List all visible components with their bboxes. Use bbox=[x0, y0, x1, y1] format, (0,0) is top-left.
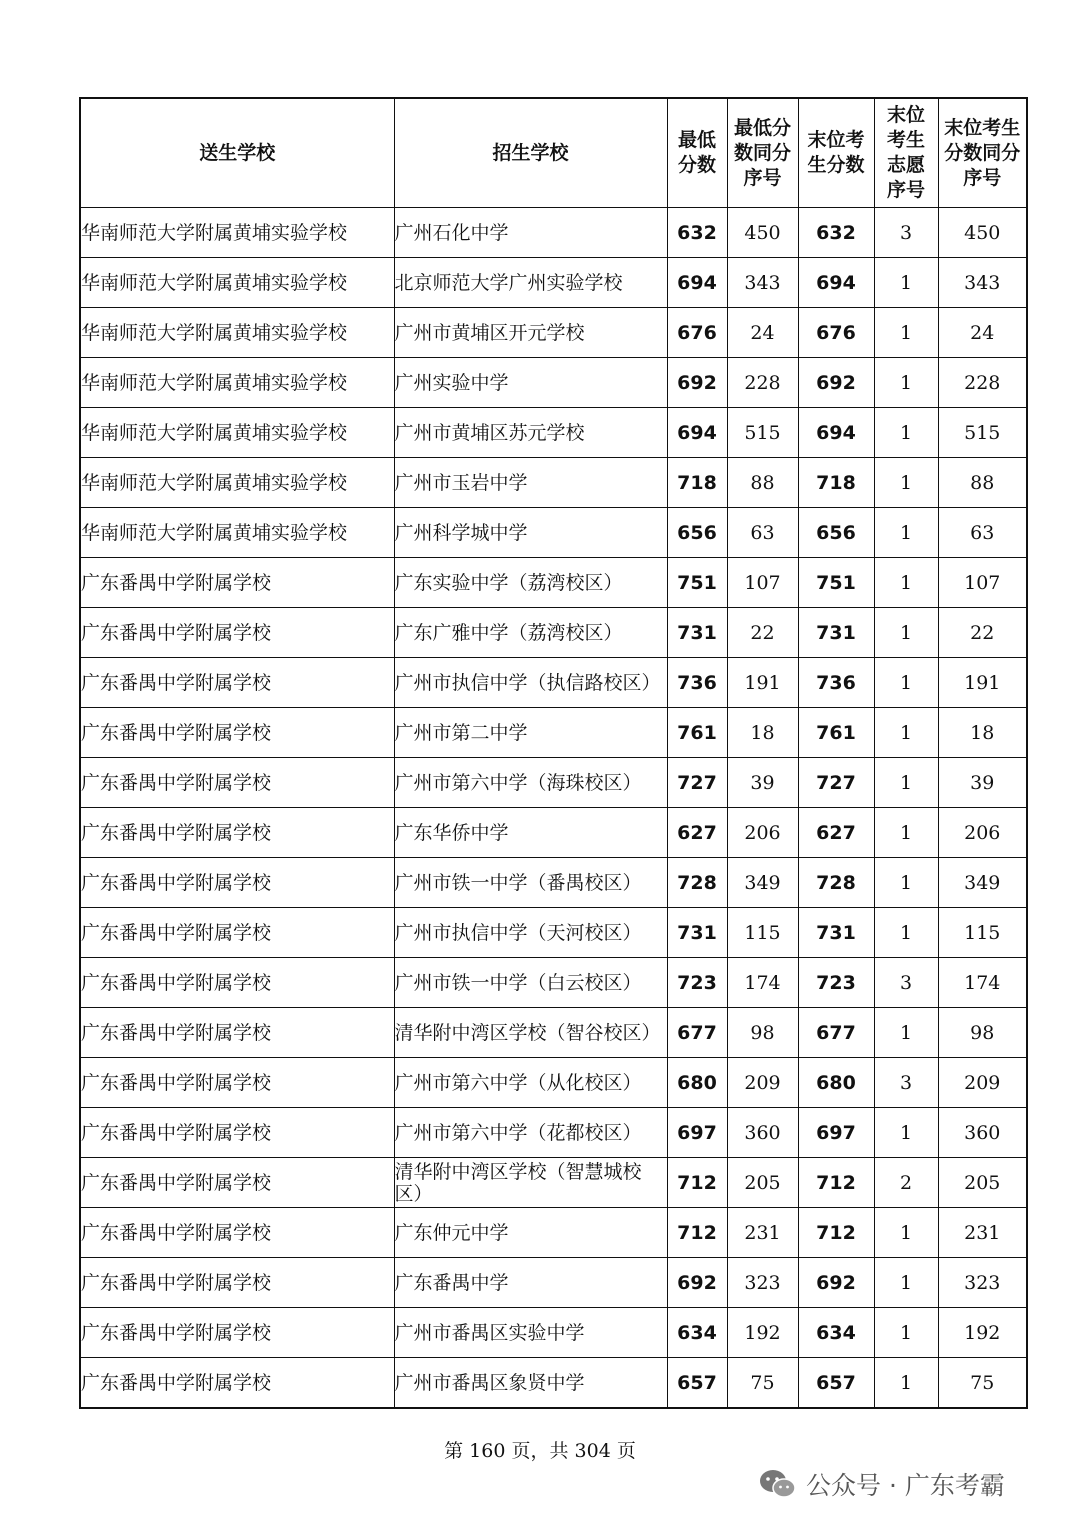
cell-last-score-rank: 98 bbox=[938, 1008, 1027, 1058]
cell-min-score-rank: 39 bbox=[727, 758, 798, 808]
cell-min-score-rank: 450 bbox=[727, 208, 798, 258]
cell-sending-school: 华南师范大学附属黄埔实验学校 bbox=[80, 508, 394, 558]
cell-min-score: 657 bbox=[667, 1358, 727, 1409]
cell-min-score-rank: 206 bbox=[727, 808, 798, 858]
cell-admitting-school: 广州市第六中学（海珠校区） bbox=[394, 758, 667, 808]
cell-sending-school: 华南师范大学附属黄埔实验学校 bbox=[80, 358, 394, 408]
cell-last-score-rank: 75 bbox=[938, 1358, 1027, 1409]
cell-last-score-rank: 192 bbox=[938, 1308, 1027, 1358]
header-last-choice-order: 末位 考生 志愿 序号 bbox=[874, 98, 938, 208]
admission-score-table bbox=[79, 97, 1028, 1409]
table-row bbox=[80, 1308, 1027, 1358]
cell-last-score: 712 bbox=[798, 1158, 874, 1208]
cell-min-score-rank: 209 bbox=[727, 1058, 798, 1108]
cell-last-score-rank: 39 bbox=[938, 758, 1027, 808]
cell-sending-school: 华南师范大学附属黄埔实验学校 bbox=[80, 408, 394, 458]
cell-last-choice-order: 1 bbox=[874, 1008, 938, 1058]
cell-admitting-school: 广州市番禺区象贤中学 bbox=[394, 1358, 667, 1409]
cell-min-score-rank: 24 bbox=[727, 308, 798, 358]
table-row bbox=[80, 858, 1027, 908]
cell-last-score: 718 bbox=[798, 458, 874, 508]
watermark-text: 公众号 · 广东考霸 bbox=[806, 1471, 1005, 1500]
cell-min-score-rank: 18 bbox=[727, 708, 798, 758]
header-sending-school: 送生学校 bbox=[80, 98, 394, 208]
table-row bbox=[80, 408, 1027, 458]
cell-last-score-rank: 24 bbox=[938, 308, 1027, 358]
cell-last-choice-order: 1 bbox=[874, 1208, 938, 1258]
cell-admitting-school: 广州市玉岩中学 bbox=[394, 458, 667, 508]
cell-last-score: 751 bbox=[798, 558, 874, 608]
cell-min-score: 692 bbox=[667, 358, 727, 408]
header-admitting-school: 招生学校 bbox=[394, 98, 667, 208]
cell-min-score-rank: 88 bbox=[727, 458, 798, 508]
cell-min-score-rank: 98 bbox=[727, 1008, 798, 1058]
cell-min-score: 731 bbox=[667, 908, 727, 958]
cell-last-score: 680 bbox=[798, 1058, 874, 1108]
cell-last-score: 694 bbox=[798, 408, 874, 458]
cell-min-score: 677 bbox=[667, 1008, 727, 1058]
score-table-container bbox=[79, 97, 1028, 1409]
cell-admitting-school: 北京师范大学广州实验学校 bbox=[394, 258, 667, 308]
cell-last-score: 728 bbox=[798, 858, 874, 908]
cell-admitting-school: 广州市第二中学 bbox=[394, 708, 667, 758]
cell-last-score-rank: 63 bbox=[938, 508, 1027, 558]
wechat-icon bbox=[758, 1468, 798, 1500]
cell-min-score-rank: 228 bbox=[727, 358, 798, 408]
cell-last-score-rank: 209 bbox=[938, 1058, 1027, 1108]
cell-last-choice-order: 1 bbox=[874, 708, 938, 758]
table-row bbox=[80, 1008, 1027, 1058]
cell-sending-school: 广东番禺中学附属学校 bbox=[80, 1108, 394, 1158]
cell-min-score-rank: 205 bbox=[727, 1158, 798, 1208]
cell-sending-school: 广东番禺中学附属学校 bbox=[80, 758, 394, 808]
cell-sending-school: 广东番禺中学附属学校 bbox=[80, 1258, 394, 1308]
cell-admitting-school: 广州市黄埔区开元学校 bbox=[394, 308, 667, 358]
cell-admitting-school: 广州市第六中学（花都校区） bbox=[394, 1108, 667, 1158]
cell-min-score: 718 bbox=[667, 458, 727, 508]
cell-min-score-rank: 107 bbox=[727, 558, 798, 608]
cell-min-score-rank: 115 bbox=[727, 908, 798, 958]
cell-last-score: 632 bbox=[798, 208, 874, 258]
cell-min-score: 723 bbox=[667, 958, 727, 1008]
cell-sending-school: 广东番禺中学附属学校 bbox=[80, 1158, 394, 1208]
table-row bbox=[80, 208, 1027, 258]
cell-last-score-rank: 323 bbox=[938, 1258, 1027, 1308]
table-header-row bbox=[80, 98, 1027, 208]
table-row bbox=[80, 558, 1027, 608]
cell-min-score: 634 bbox=[667, 1308, 727, 1358]
cell-last-score-rank: 191 bbox=[938, 658, 1027, 708]
cell-admitting-school: 广东番禺中学 bbox=[394, 1258, 667, 1308]
cell-last-score: 657 bbox=[798, 1358, 874, 1409]
cell-admitting-school: 广东实验中学（荔湾校区） bbox=[394, 558, 667, 608]
page-number: 第 160 页，共 304 页 bbox=[444, 1440, 636, 1462]
cell-last-choice-order: 1 bbox=[874, 358, 938, 408]
table-row bbox=[80, 708, 1027, 758]
table-row bbox=[80, 458, 1027, 508]
table-row bbox=[80, 608, 1027, 658]
cell-last-score-rank: 18 bbox=[938, 708, 1027, 758]
cell-last-choice-order: 1 bbox=[874, 258, 938, 308]
cell-min-score: 632 bbox=[667, 208, 727, 258]
cell-min-score-rank: 75 bbox=[727, 1358, 798, 1409]
cell-last-score-rank: 349 bbox=[938, 858, 1027, 908]
cell-last-score: 736 bbox=[798, 658, 874, 708]
table-row bbox=[80, 508, 1027, 558]
cell-last-choice-order: 1 bbox=[874, 808, 938, 858]
cell-last-score: 731 bbox=[798, 608, 874, 658]
cell-last-choice-order: 3 bbox=[874, 1058, 938, 1108]
cell-admitting-school: 广州石化中学 bbox=[394, 208, 667, 258]
cell-sending-school: 广东番禺中学附属学校 bbox=[80, 608, 394, 658]
cell-sending-school: 广东番禺中学附属学校 bbox=[80, 658, 394, 708]
cell-sending-school: 广东番禺中学附属学校 bbox=[80, 1208, 394, 1258]
cell-last-choice-order: 1 bbox=[874, 908, 938, 958]
table-row bbox=[80, 358, 1027, 408]
cell-min-score: 680 bbox=[667, 1058, 727, 1108]
cell-min-score-rank: 22 bbox=[727, 608, 798, 658]
cell-last-choice-order: 1 bbox=[874, 858, 938, 908]
cell-last-score-rank: 205 bbox=[938, 1158, 1027, 1208]
cell-min-score: 728 bbox=[667, 858, 727, 908]
cell-admitting-school: 清华附中湾区学校（智谷校区） bbox=[394, 1008, 667, 1058]
cell-last-choice-order: 1 bbox=[874, 1258, 938, 1308]
cell-last-choice-order: 1 bbox=[874, 1308, 938, 1358]
header-last-score-rank: 末位考生 分数同分 序号 bbox=[938, 98, 1027, 208]
cell-last-choice-order: 1 bbox=[874, 608, 938, 658]
cell-sending-school: 华南师范大学附属黄埔实验学校 bbox=[80, 308, 394, 358]
cell-last-score-rank: 515 bbox=[938, 408, 1027, 458]
cell-last-score: 634 bbox=[798, 1308, 874, 1358]
cell-last-score: 761 bbox=[798, 708, 874, 758]
cell-last-score-rank: 360 bbox=[938, 1108, 1027, 1158]
cell-last-score-rank: 343 bbox=[938, 258, 1027, 308]
cell-sending-school: 广东番禺中学附属学校 bbox=[80, 858, 394, 908]
cell-admitting-school: 广州市铁一中学（番禺校区） bbox=[394, 858, 667, 908]
table-row bbox=[80, 258, 1027, 308]
cell-last-score: 692 bbox=[798, 358, 874, 408]
cell-last-choice-order: 1 bbox=[874, 758, 938, 808]
cell-last-choice-order: 1 bbox=[874, 408, 938, 458]
cell-min-score: 676 bbox=[667, 308, 727, 358]
header-min-score-rank: 最低分 数同分 序号 bbox=[727, 98, 798, 208]
cell-admitting-school: 清华附中湾区学校（智慧城校区） bbox=[394, 1158, 667, 1208]
cell-min-score-rank: 323 bbox=[727, 1258, 798, 1308]
table-row bbox=[80, 808, 1027, 858]
cell-last-score: 712 bbox=[798, 1208, 874, 1258]
cell-last-score-rank: 107 bbox=[938, 558, 1027, 608]
cell-last-score: 676 bbox=[798, 308, 874, 358]
cell-min-score: 761 bbox=[667, 708, 727, 758]
cell-last-score-rank: 115 bbox=[938, 908, 1027, 958]
cell-last-score: 723 bbox=[798, 958, 874, 1008]
cell-last-score-rank: 450 bbox=[938, 208, 1027, 258]
cell-last-score-rank: 206 bbox=[938, 808, 1027, 858]
cell-min-score-rank: 192 bbox=[727, 1308, 798, 1358]
cell-sending-school: 广东番禺中学附属学校 bbox=[80, 708, 394, 758]
cell-min-score-rank: 191 bbox=[727, 658, 798, 708]
cell-min-score-rank: 174 bbox=[727, 958, 798, 1008]
cell-admitting-school: 广州市第六中学（从化校区） bbox=[394, 1058, 667, 1108]
cell-min-score-rank: 515 bbox=[727, 408, 798, 458]
cell-min-score: 712 bbox=[667, 1208, 727, 1258]
cell-min-score: 731 bbox=[667, 608, 727, 658]
cell-admitting-school: 广州市黄埔区苏元学校 bbox=[394, 408, 667, 458]
table-row bbox=[80, 1258, 1027, 1308]
cell-sending-school: 华南师范大学附属黄埔实验学校 bbox=[80, 458, 394, 508]
table-row bbox=[80, 1158, 1027, 1208]
table-row bbox=[80, 308, 1027, 358]
cell-min-score: 694 bbox=[667, 408, 727, 458]
cell-min-score-rank: 349 bbox=[727, 858, 798, 908]
cell-sending-school: 广东番禺中学附属学校 bbox=[80, 808, 394, 858]
cell-min-score-rank: 343 bbox=[727, 258, 798, 308]
cell-admitting-school: 广州实验中学 bbox=[394, 358, 667, 408]
cell-last-choice-order: 1 bbox=[874, 1108, 938, 1158]
header-min-score: 最低 分数 bbox=[667, 98, 727, 208]
cell-last-score: 694 bbox=[798, 258, 874, 308]
cell-sending-school: 广东番禺中学附属学校 bbox=[80, 1058, 394, 1108]
cell-last-choice-order: 3 bbox=[874, 958, 938, 1008]
cell-admitting-school: 广州市铁一中学（白云校区） bbox=[394, 958, 667, 1008]
cell-sending-school: 广东番禺中学附属学校 bbox=[80, 908, 394, 958]
table-row bbox=[80, 1208, 1027, 1258]
cell-admitting-school: 广州市番禺区实验中学 bbox=[394, 1308, 667, 1358]
cell-last-choice-order: 1 bbox=[874, 658, 938, 708]
cell-last-score: 627 bbox=[798, 808, 874, 858]
cell-sending-school: 广东番禺中学附属学校 bbox=[80, 1358, 394, 1409]
cell-admitting-school: 广东华侨中学 bbox=[394, 808, 667, 858]
table-row bbox=[80, 1058, 1027, 1108]
cell-min-score: 656 bbox=[667, 508, 727, 558]
cell-last-choice-order: 3 bbox=[874, 208, 938, 258]
cell-last-score-rank: 174 bbox=[938, 958, 1027, 1008]
cell-min-score: 727 bbox=[667, 758, 727, 808]
cell-last-score: 656 bbox=[798, 508, 874, 558]
cell-last-score: 677 bbox=[798, 1008, 874, 1058]
cell-last-score-rank: 228 bbox=[938, 358, 1027, 408]
cell-admitting-school: 广州科学城中学 bbox=[394, 508, 667, 558]
cell-sending-school: 华南师范大学附属黄埔实验学校 bbox=[80, 208, 394, 258]
cell-last-choice-order: 1 bbox=[874, 458, 938, 508]
table-row bbox=[80, 1358, 1027, 1409]
cell-min-score: 697 bbox=[667, 1108, 727, 1158]
cell-admitting-school: 广州市执信中学（执信路校区） bbox=[394, 658, 667, 708]
cell-sending-school: 广东番禺中学附属学校 bbox=[80, 1308, 394, 1358]
cell-min-score: 751 bbox=[667, 558, 727, 608]
cell-last-choice-order: 1 bbox=[874, 558, 938, 608]
cell-sending-school: 广东番禺中学附属学校 bbox=[80, 958, 394, 1008]
cell-last-score: 731 bbox=[798, 908, 874, 958]
cell-last-score-rank: 88 bbox=[938, 458, 1027, 508]
cell-last-choice-order: 1 bbox=[874, 508, 938, 558]
cell-last-score: 727 bbox=[798, 758, 874, 808]
table-row bbox=[80, 908, 1027, 958]
table-row bbox=[80, 658, 1027, 708]
cell-min-score: 694 bbox=[667, 258, 727, 308]
cell-min-score-rank: 63 bbox=[727, 508, 798, 558]
cell-admitting-school: 广东仲元中学 bbox=[394, 1208, 667, 1258]
cell-last-score-rank: 231 bbox=[938, 1208, 1027, 1258]
cell-min-score-rank: 360 bbox=[727, 1108, 798, 1158]
cell-last-choice-order: 1 bbox=[874, 1358, 938, 1409]
header-last-score: 末位考 生分数 bbox=[798, 98, 874, 208]
cell-last-choice-order: 2 bbox=[874, 1158, 938, 1208]
cell-min-score-rank: 231 bbox=[727, 1208, 798, 1258]
cell-sending-school: 广东番禺中学附属学校 bbox=[80, 1008, 394, 1058]
cell-last-score: 697 bbox=[798, 1108, 874, 1158]
table-row bbox=[80, 758, 1027, 808]
table-row bbox=[80, 958, 1027, 1008]
cell-last-score: 692 bbox=[798, 1258, 874, 1308]
cell-min-score: 712 bbox=[667, 1158, 727, 1208]
cell-min-score: 627 bbox=[667, 808, 727, 858]
cell-min-score: 736 bbox=[667, 658, 727, 708]
cell-last-choice-order: 1 bbox=[874, 308, 938, 358]
cell-admitting-school: 广州市执信中学（天河校区） bbox=[394, 908, 667, 958]
cell-sending-school: 华南师范大学附属黄埔实验学校 bbox=[80, 258, 394, 308]
watermark bbox=[758, 1466, 1005, 1502]
cell-admitting-school: 广东广雅中学（荔湾校区） bbox=[394, 608, 667, 658]
cell-last-score-rank: 22 bbox=[938, 608, 1027, 658]
table-body bbox=[80, 208, 1027, 1409]
cell-min-score: 692 bbox=[667, 1258, 727, 1308]
cell-sending-school: 广东番禺中学附属学校 bbox=[80, 558, 394, 608]
table-row bbox=[80, 1108, 1027, 1158]
